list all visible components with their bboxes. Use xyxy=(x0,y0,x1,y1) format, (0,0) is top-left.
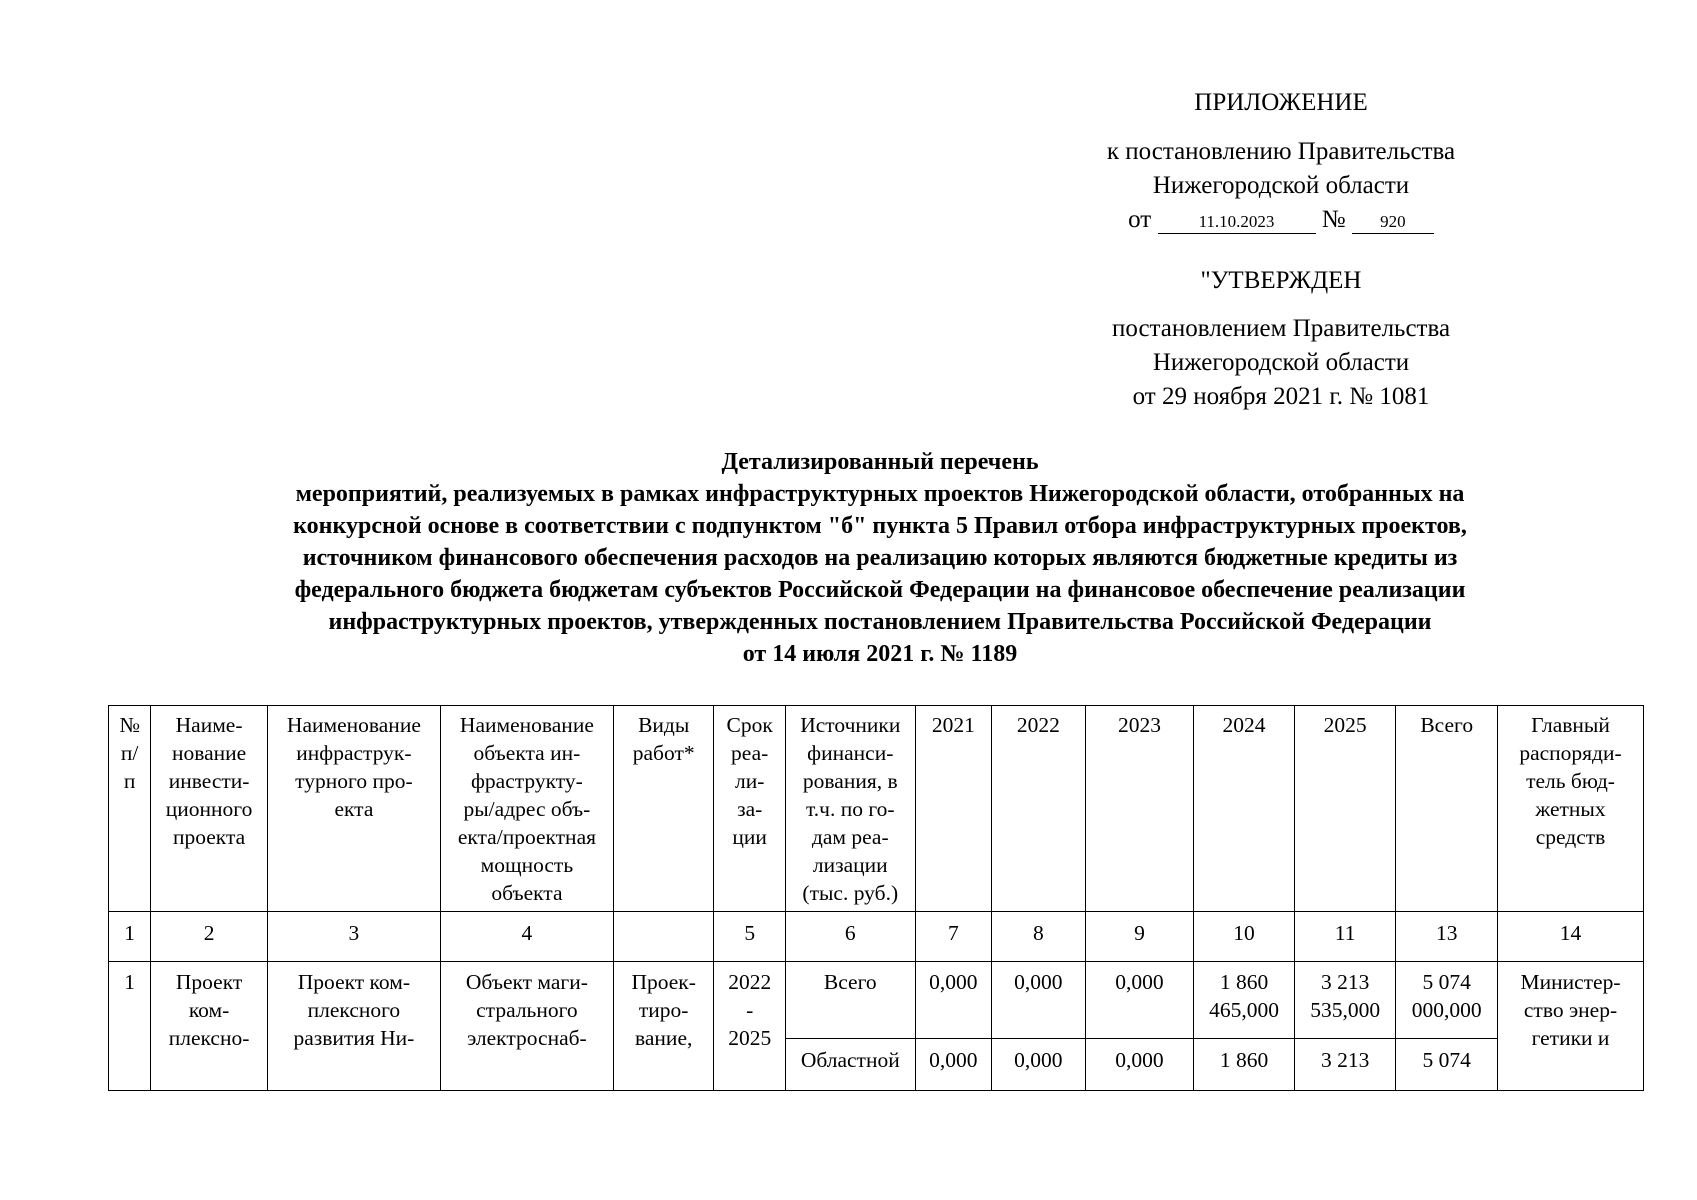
header-line: 2022 xyxy=(1016,713,1060,737)
value-2021: 0,000 xyxy=(915,1039,991,1091)
header-line: п/ xyxy=(120,741,139,765)
header-line: объекта xyxy=(491,881,563,905)
title-line3: конкурсной основе в соответствии с подпунктом "б" пункта 5 Правил отбора инфраструктурных проектов, xyxy=(293,513,1467,539)
cell-line: 2022 xyxy=(728,970,772,994)
header-cell xyxy=(267,706,440,912)
header-line: Срок xyxy=(726,713,773,737)
value-2024 xyxy=(1194,962,1295,1039)
header-line: жетных xyxy=(1535,797,1606,821)
value-2025: 3 213 xyxy=(1294,1039,1396,1091)
title-line6: инфраструктурных проектов, утвержденных постановлением Правительства Российской Федерации xyxy=(328,609,1432,635)
column-number: 10 xyxy=(1194,912,1295,962)
cell-line: Проек- xyxy=(631,970,696,994)
period-cell xyxy=(714,962,785,1091)
header-line: рования, в xyxy=(802,769,898,793)
appendix-line1: к постановлению Правительства xyxy=(1106,138,1456,165)
header-line: ли- xyxy=(734,769,765,793)
cell-line: ком- xyxy=(188,998,230,1022)
column-number: 7 xyxy=(915,912,991,962)
appendix-line2: Нижегородской области xyxy=(1152,172,1410,199)
header-line: тель бюд- xyxy=(1526,769,1615,793)
header-line: за- xyxy=(737,797,763,821)
header-cell xyxy=(992,706,1086,912)
value-2021: 0,000 xyxy=(915,962,991,1039)
approved-block xyxy=(1036,264,1526,414)
header-line: работ* xyxy=(632,741,695,765)
column-number: 3 xyxy=(267,912,440,962)
decree-number: 920 xyxy=(1352,211,1434,234)
cell-line: 535,000 xyxy=(1310,998,1381,1022)
header-line: Виды xyxy=(638,713,690,737)
cell-line: плексно- xyxy=(168,1026,250,1050)
header-cell xyxy=(1194,706,1295,912)
table-row xyxy=(109,962,1644,1039)
header-line: инвести- xyxy=(168,769,250,793)
cell-line: электроснаб- xyxy=(467,1026,587,1050)
header-cell xyxy=(785,706,915,912)
header-cell xyxy=(613,706,714,912)
approved-line1: постановлением Правительства xyxy=(1111,315,1451,342)
header-line: средств xyxy=(1535,825,1606,849)
header-cell xyxy=(915,706,991,912)
cell-line: Проект ком- xyxy=(297,970,411,994)
approved-line3: от 29 ноября 2021 г. № 1081 xyxy=(1132,383,1430,410)
value-total xyxy=(1396,962,1498,1039)
header-line: 2025 xyxy=(1323,713,1367,737)
column-number: 13 xyxy=(1396,912,1498,962)
header-line: инфраструк- xyxy=(296,741,412,765)
number-prefix: № xyxy=(1321,206,1346,233)
header-line: мощность xyxy=(480,853,574,877)
header-line: объекта ин- xyxy=(473,741,581,765)
header-line: 2024 xyxy=(1222,713,1266,737)
header-line: лизации xyxy=(812,853,888,877)
column-number: 14 xyxy=(1498,912,1644,962)
manager-cell xyxy=(1498,962,1644,1091)
header-line: екта xyxy=(334,797,374,821)
value-2023: 0,000 xyxy=(1085,962,1194,1039)
cell-line: тиро- xyxy=(638,998,689,1022)
header-line: реа- xyxy=(731,741,769,765)
header-cell xyxy=(1294,706,1396,912)
header-line: ры/адрес объ- xyxy=(463,797,591,821)
cell-line: - xyxy=(746,998,754,1022)
cell-line: 465,000 xyxy=(1209,998,1279,1022)
column-number: 6 xyxy=(785,912,915,962)
cell-line: Проект xyxy=(175,970,243,994)
header-cell xyxy=(151,706,268,912)
cell-line: вание, xyxy=(635,1026,693,1050)
header-line: т.ч. по го- xyxy=(805,797,895,821)
financing-source: Всего xyxy=(785,962,915,1039)
cell-line: стрального xyxy=(476,998,578,1022)
header-line: ционного xyxy=(165,797,253,821)
header-line: фраструкту- xyxy=(470,769,583,793)
column-number: 8 xyxy=(992,912,1086,962)
header-line: Наименование xyxy=(459,713,594,737)
row-number: 1 xyxy=(109,962,151,1091)
cell-line: 3 213 xyxy=(1320,970,1370,994)
header-cell xyxy=(714,706,785,912)
appendix-header xyxy=(1066,86,1496,120)
value-2022: 0,000 xyxy=(992,962,1086,1039)
appendix-date-line xyxy=(1036,203,1526,237)
approved-title: "УТВЕРЖДЕН xyxy=(1200,267,1362,294)
header-line: Всего xyxy=(1420,713,1474,737)
value-total: 5 074 xyxy=(1396,1039,1498,1091)
value-2022: 0,000 xyxy=(992,1039,1086,1091)
cell-line: 1 860 xyxy=(1219,970,1269,994)
header-line: ции xyxy=(732,825,767,849)
column-number: 1 xyxy=(109,912,151,962)
document-title xyxy=(160,446,1600,670)
header-line: (тыс. руб.) xyxy=(802,881,899,905)
title-line7: от 14 июля 2021 г. № 1189 xyxy=(742,641,1018,667)
measures-table xyxy=(108,705,1644,1091)
column-number-row xyxy=(109,912,1644,962)
title-line4: источником финансового обеспечения расходов на реализацию которых являются бюджетные кредиты из xyxy=(302,545,1458,571)
column-number xyxy=(613,912,714,962)
cell-line: 5 074 xyxy=(1422,970,1471,994)
column-number: 11 xyxy=(1294,912,1396,962)
header-line: финанси- xyxy=(807,741,894,765)
header-line: Наиме- xyxy=(175,713,243,737)
decree-date: 11.10.2023 xyxy=(1158,211,1316,234)
title-line1: Детализированный перечень xyxy=(721,449,1039,475)
header-line: 2021 xyxy=(931,713,975,737)
column-number: 4 xyxy=(440,912,613,962)
header-line: Источники xyxy=(800,713,901,737)
header-line: распоряди- xyxy=(1519,741,1622,765)
header-line: 2023 xyxy=(1117,713,1161,737)
column-number: 2 xyxy=(151,912,268,962)
header-row xyxy=(109,706,1644,912)
work-types-cell xyxy=(613,962,714,1091)
cell-line: 000,000 xyxy=(1411,998,1482,1022)
column-number: 5 xyxy=(714,912,785,962)
object-cell xyxy=(440,962,613,1091)
approved-line2: Нижегородской области xyxy=(1152,349,1410,376)
date-prefix: от xyxy=(1128,206,1152,233)
appendix-title: ПРИЛОЖЕНИЕ xyxy=(1194,89,1368,116)
header-line: п xyxy=(123,769,136,793)
value-2024: 1 860 xyxy=(1194,1039,1295,1091)
cell-line: Министер- xyxy=(1520,970,1621,994)
header-line: дам реа- xyxy=(811,825,889,849)
header-cell xyxy=(440,706,613,912)
cell-line: 2025 xyxy=(728,1026,772,1050)
value-2023: 0,000 xyxy=(1085,1039,1194,1091)
header-cell xyxy=(109,706,151,912)
header-line: нование xyxy=(171,741,247,765)
header-cell xyxy=(1085,706,1194,912)
cell-line: гетики и xyxy=(1531,1026,1610,1050)
header-line: турного про- xyxy=(295,769,413,793)
header-line: проекта xyxy=(172,825,246,849)
title-line2: мероприятий, реализуемых в рамках инфраструктурных проектов Нижегородской области, отобранных на xyxy=(295,481,1465,507)
investment-project-cell xyxy=(151,962,268,1091)
header-line: № xyxy=(119,713,140,737)
header-cell xyxy=(1498,706,1644,912)
header-cell xyxy=(1396,706,1498,912)
cell-line: плексного xyxy=(307,998,401,1022)
cell-line: развития Ни- xyxy=(293,1026,415,1050)
infra-project-cell xyxy=(267,962,440,1091)
cell-line: ство энер- xyxy=(1523,998,1618,1022)
financing-source: Областной xyxy=(785,1039,915,1091)
header-line: екта/проектная xyxy=(457,825,596,849)
appendix-reference xyxy=(1036,135,1526,237)
column-number: 9 xyxy=(1085,912,1194,962)
cell-line: Объект маги- xyxy=(465,970,588,994)
title-line5: федерального бюджета бюджетам субъектов Российской Федерации на финансовое обеспечение реализации xyxy=(294,577,1466,603)
value-2025 xyxy=(1294,962,1396,1039)
header-line: Главный xyxy=(1531,713,1610,737)
header-line: Наименование xyxy=(286,713,421,737)
